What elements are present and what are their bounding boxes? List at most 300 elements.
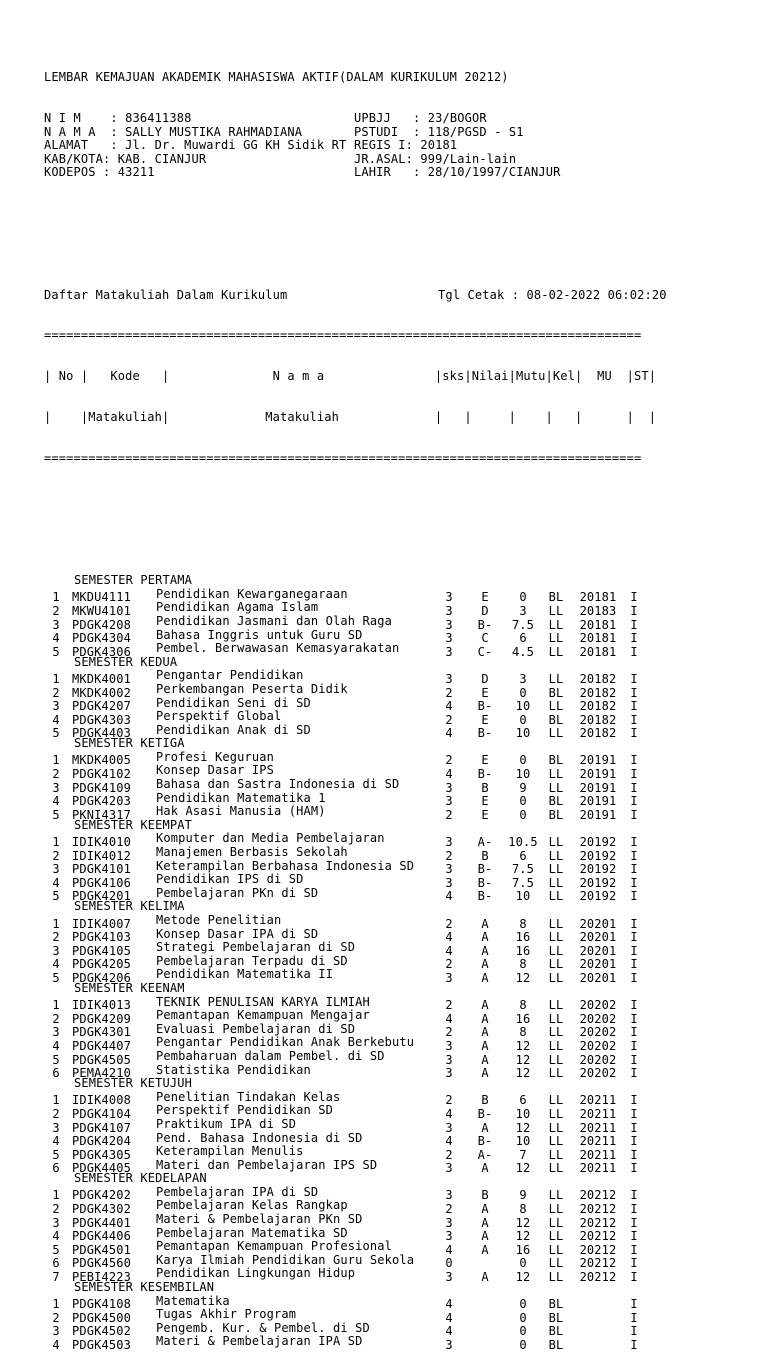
course-kel: LL (548, 1038, 564, 1053)
course-mu: 20212 (579, 1256, 617, 1271)
table-row (44, 614, 667, 632)
course-no: 3 (52, 699, 60, 714)
course-code: PDGK4304 (72, 631, 131, 646)
course-mu: 20192 (579, 862, 617, 877)
course-grade: A (481, 970, 489, 985)
course-name: Pembaharuan dalam Pembel. di SD (156, 1049, 385, 1063)
course-no: 5 (52, 807, 60, 822)
semester-title: SEMESTER KEDELAPAN (74, 1171, 207, 1186)
course-status: I (630, 1297, 638, 1312)
course-code: IDIK4010 (72, 835, 131, 850)
course-no: 2 (52, 603, 60, 618)
info-right: LAHIR : 28/10/1997/CIANJUR (354, 165, 561, 180)
course-name: Matematika (156, 1294, 230, 1308)
course-mutu: 10 (515, 699, 531, 714)
course-status: I (630, 1093, 638, 1108)
course-sks: 4 (445, 943, 453, 958)
course-mutu: 16 (515, 943, 531, 958)
table-row (44, 873, 667, 890)
course-mutu: 0 (519, 807, 527, 822)
course-grade: A (481, 930, 489, 945)
course-status: I (630, 1188, 638, 1203)
course-name: Pembelajaran IPA di SD (156, 1185, 319, 1199)
course-name: Evaluasi Pembelajaran di SD (156, 1022, 356, 1036)
course-name: Pengantar Pendidikan (156, 669, 304, 683)
table-row (44, 968, 667, 985)
table-row (44, 1117, 667, 1135)
table-row (44, 1294, 667, 1312)
course-mutu: 9 (519, 780, 527, 795)
course-no: 3 (52, 1324, 60, 1339)
course-name: Konsep Dasar IPS (156, 764, 274, 778)
table-row (44, 1009, 667, 1026)
course-no: 4 (52, 875, 60, 890)
course-sks: 3 (445, 875, 453, 890)
info-right: REGIS I: 20181 (354, 138, 458, 153)
course-grade: B (481, 848, 489, 863)
course-status: I (630, 848, 638, 863)
course-mu: 20191 (579, 807, 617, 822)
course-mu: 20201 (579, 916, 617, 931)
course-code: PDGK4503 (72, 1338, 131, 1352)
course-code: PDGK4302 (72, 1202, 131, 1217)
course-sks: 3 (445, 1161, 453, 1176)
course-name: Pendidikan Agama Islam (156, 601, 319, 615)
course-mutu: 7.5 (511, 862, 535, 877)
course-status: I (630, 835, 638, 850)
semester-title: SEMESTER KETIGA (74, 736, 185, 751)
course-sks: 2 (445, 1147, 453, 1162)
semester-title: SEMESTER KETUJUH (74, 1076, 192, 1091)
course-status: I (630, 1338, 638, 1352)
course-no: 4 (52, 1338, 60, 1352)
document-title: LEMBAR KEMAJUAN AKADEMIK MAHASISWA AKTIF(DALAM KURIKULUM 20212) (44, 70, 509, 85)
course-name: Pengantar Pendidikan Anak Berkebutu (156, 1036, 415, 1050)
course-grade: A (481, 1161, 489, 1176)
course-sks: 2 (445, 916, 453, 931)
info-row (44, 166, 667, 180)
course-code: PDGK4502 (72, 1324, 131, 1339)
course-grade: E (481, 712, 489, 727)
course-status: I (630, 1161, 638, 1176)
course-grade: E (481, 685, 489, 700)
course-grade: B (481, 1093, 489, 1108)
course-no: 4 (52, 712, 60, 727)
course-status: I (630, 794, 638, 809)
print-date: Tgl Cetak : 08-02-2022 06:02:20 (438, 287, 667, 302)
course-mutu: 8 (519, 998, 527, 1013)
course-grade: B- (477, 1134, 493, 1149)
course-mu: 20191 (579, 767, 617, 782)
course-kel: LL (548, 1106, 564, 1121)
course-sks: 3 (445, 1229, 453, 1244)
table-row (44, 941, 667, 958)
course-mutu: 6 (519, 631, 527, 646)
table-row (44, 1063, 667, 1081)
course-no: 3 (52, 780, 60, 795)
course-name: Pendidikan Jasmani dan Olah Raga (156, 614, 392, 628)
course-name: Perspektif Pendidikan SD (156, 1104, 333, 1118)
course-status: I (630, 726, 638, 741)
course-kel: LL (548, 889, 564, 904)
course-status: I (630, 1242, 638, 1257)
course-code: PDGK4101 (72, 862, 131, 877)
table-row (44, 1185, 667, 1203)
course-no: 1 (52, 916, 60, 931)
course-grade: A (481, 916, 489, 931)
course-kel: LL (548, 862, 564, 877)
course-no: 3 (52, 1215, 60, 1230)
course-no: 2 (52, 1202, 60, 1217)
course-sks: 3 (445, 1120, 453, 1135)
course-name: Statistika Pendidikan (156, 1063, 311, 1077)
course-mu: 20212 (579, 1270, 617, 1285)
course-no: 1 (52, 1297, 60, 1312)
course-name: Materi & Pembelajaran IPA SD (156, 1335, 363, 1349)
course-name: Konsep Dasar IPA di SD (156, 927, 319, 941)
course-code: PDGK4560 (72, 1256, 131, 1271)
course-grade: B- (477, 699, 493, 714)
course-code: PDGK4407 (72, 1038, 131, 1053)
course-grade: B- (477, 875, 493, 890)
course-no: 4 (52, 1134, 60, 1149)
course-code: PDGK4208 (72, 617, 131, 632)
course-status: I (630, 1229, 638, 1244)
course-grade: A (481, 1025, 489, 1040)
table-row (44, 1240, 667, 1257)
table-row (44, 764, 667, 782)
course-sks: 4 (445, 1297, 453, 1312)
course-mu: 20211 (579, 1106, 617, 1121)
course-no: 6 (52, 1161, 60, 1176)
course-grade: D (481, 603, 489, 618)
course-mu: 20191 (579, 753, 617, 768)
course-mutu: 0 (519, 1256, 527, 1271)
course-name: Perspektif Global (156, 710, 282, 724)
course-grade: A- (477, 835, 493, 850)
course-sks: 2 (445, 848, 453, 863)
course-no: 1 (52, 590, 60, 605)
course-mutu: 0 (519, 794, 527, 809)
course-mutu: 7.5 (511, 875, 535, 890)
course-code: MKWU4101 (72, 603, 131, 618)
course-kel: LL (548, 1011, 564, 1026)
course-sks: 2 (445, 998, 453, 1013)
course-code: PDGK4501 (72, 1242, 131, 1257)
semester-title: SEMESTER PERTAMA (74, 573, 192, 588)
course-mu: 20181 (579, 590, 617, 605)
course-mutu: 12 (515, 1120, 531, 1135)
course-name: Pembelajaran Matematika SD (156, 1226, 348, 1240)
course-grade: B- (477, 617, 493, 632)
course-grade: B- (477, 889, 493, 904)
info-right: JR.ASAL: 999/Lain-lain (354, 151, 517, 166)
course-kel: LL (548, 1202, 564, 1217)
course-mutu: 3 (519, 603, 527, 618)
course-mutu: 12 (515, 1215, 531, 1230)
course-kel: LL (548, 1188, 564, 1203)
course-no: 3 (52, 617, 60, 632)
course-mutu: 0 (519, 1310, 527, 1325)
course-sks: 4 (445, 1011, 453, 1026)
course-name: Penelitian Tindakan Kelas (156, 1090, 341, 1104)
course-no: 4 (52, 631, 60, 646)
course-no: 1 (52, 671, 60, 686)
course-sks: 3 (445, 970, 453, 985)
course-mutu: 9 (519, 1188, 527, 1203)
course-name: Pembelajaran PKn di SD (156, 886, 319, 900)
course-kel: LL (548, 699, 564, 714)
course-code: PDGK4204 (72, 1134, 131, 1149)
course-name: Hak Asasi Manusia (HAM) (156, 805, 326, 819)
course-mutu: 10 (515, 1106, 531, 1121)
course-name: Komputer dan Media Pembelajaran (156, 832, 385, 846)
course-no: 1 (52, 835, 60, 850)
course-mutu: 7 (519, 1147, 527, 1162)
info-right: UPBJJ : 23/BOGOR (354, 110, 487, 125)
course-no: 2 (52, 767, 60, 782)
info-left: ALAMAT : Jl. Dr. Muwardi GG KH Sidik RT (44, 138, 347, 153)
course-mutu: 12 (515, 1066, 531, 1081)
course-kel: LL (548, 1229, 564, 1244)
course-grade: E (481, 590, 489, 605)
course-mu: 20202 (579, 1011, 617, 1026)
course-kel: LL (548, 617, 564, 632)
table-row (44, 669, 667, 686)
course-grade: A (481, 1052, 489, 1067)
table-row (44, 682, 667, 700)
course-mutu: 0 (519, 1324, 527, 1339)
student-info-block (44, 112, 667, 180)
course-code: PDGK4107 (72, 1120, 131, 1135)
course-status: I (630, 943, 638, 958)
course-name: Pengemb. Kur. & Pembel. di SD (156, 1321, 370, 1335)
table-row (44, 886, 667, 904)
course-kel: LL (548, 1066, 564, 1081)
course-status: I (630, 875, 638, 890)
course-status: I (630, 1270, 638, 1285)
course-kel: LL (548, 1134, 564, 1149)
course-no: 2 (52, 1011, 60, 1026)
course-mu: 20212 (579, 1202, 617, 1217)
course-sks: 3 (445, 794, 453, 809)
course-status: I (630, 1202, 638, 1217)
course-kel: LL (548, 603, 564, 618)
course-kel: LL (548, 671, 564, 686)
course-mu: 20211 (579, 1120, 617, 1135)
course-mu: 20211 (579, 1134, 617, 1149)
course-mutu: 0 (519, 1338, 527, 1352)
course-sks: 2 (445, 712, 453, 727)
course-name: Pendidikan IPS di SD (156, 873, 304, 887)
course-mutu: 0 (519, 753, 527, 768)
course-code: PDGK4202 (72, 1188, 131, 1203)
course-grade: B- (477, 767, 493, 782)
course-mutu: 12 (515, 1270, 531, 1285)
course-kel: LL (548, 767, 564, 782)
course-no: 6 (52, 1066, 60, 1081)
course-status: I (630, 1256, 638, 1271)
course-status: I (630, 1066, 638, 1081)
course-sks: 2 (445, 1025, 453, 1040)
course-mutu: 8 (519, 1202, 527, 1217)
course-mutu: 7.5 (511, 617, 535, 632)
course-sks: 3 (445, 644, 453, 659)
course-status: I (630, 753, 638, 768)
course-status: I (630, 862, 638, 877)
course-grade: A (481, 1066, 489, 1081)
course-sks: 3 (445, 631, 453, 646)
table-row (44, 696, 667, 714)
course-no: 5 (52, 726, 60, 741)
course-no: 3 (52, 862, 60, 877)
table-header-line-1: | No | Kode | N a m a |sks|Nilai|Mutu|Kel| MU |ST| (44, 369, 657, 384)
course-sks: 4 (445, 767, 453, 782)
course-sks: 3 (445, 590, 453, 605)
course-status: I (630, 1310, 638, 1325)
table-row (44, 1253, 667, 1271)
course-no: 6 (52, 1256, 60, 1271)
course-kel: BL (548, 1297, 564, 1312)
course-sks: 4 (445, 889, 453, 904)
course-name: Tugas Akhir Program (156, 1308, 297, 1322)
course-name: Perkembangan Peserta Didik (156, 682, 348, 696)
course-grade: E (481, 794, 489, 809)
course-kel: LL (548, 1093, 564, 1108)
course-mu: 20201 (579, 930, 617, 945)
course-name: Metode Penelitian (156, 914, 282, 927)
course-no: 3 (52, 1120, 60, 1135)
course-mu: 20181 (579, 644, 617, 659)
course-code: PDGK4109 (72, 780, 131, 795)
table-row (44, 832, 667, 850)
course-status: I (630, 1324, 638, 1339)
course-code: MKDU4111 (72, 590, 131, 605)
table-row (44, 914, 667, 931)
course-no: 5 (52, 889, 60, 904)
table-row (44, 1335, 667, 1352)
info-row (44, 139, 667, 153)
table-row (44, 1213, 667, 1230)
course-mu: 20202 (579, 1025, 617, 1040)
course-status: I (630, 644, 638, 659)
table-row (44, 1321, 667, 1339)
course-kel: LL (548, 1215, 564, 1230)
table-row (44, 1145, 667, 1162)
course-mutu: 16 (515, 1242, 531, 1257)
course-kel: BL (548, 1310, 564, 1325)
course-no: 1 (52, 998, 60, 1013)
course-status: I (630, 699, 638, 714)
course-kel: BL (548, 794, 564, 809)
course-name: Manajemen Berbasis Sekolah (156, 846, 348, 860)
course-no: 2 (52, 930, 60, 945)
table-row (44, 1022, 667, 1040)
course-mu: 20201 (579, 970, 617, 985)
course-sks: 4 (445, 1134, 453, 1149)
course-sks: 2 (445, 1202, 453, 1217)
course-sks: 2 (445, 685, 453, 700)
course-no: 4 (52, 1229, 60, 1244)
course-kel: BL (548, 685, 564, 700)
course-mutu: 8 (519, 1025, 527, 1040)
course-grade: E (481, 753, 489, 768)
table-row (44, 1104, 667, 1121)
course-name: Pembel. Berwawasan Kemasyarakatan (156, 642, 400, 656)
info-row (44, 153, 667, 167)
course-mutu: 0 (519, 590, 527, 605)
course-name: Pend. Bahasa Indonesia di SD (156, 1131, 363, 1145)
course-mutu: 12 (515, 1038, 531, 1053)
course-no: 1 (52, 753, 60, 768)
course-no: 3 (52, 1025, 60, 1040)
semester-title: SEMESTER KEDUA (74, 654, 178, 669)
course-mu: 20192 (579, 889, 617, 904)
table-row (44, 846, 667, 863)
course-code: PDGK4206 (72, 970, 131, 985)
table-row (44, 1226, 667, 1244)
table-row (44, 927, 667, 945)
course-mu: 20202 (579, 1066, 617, 1081)
course-code: PDGK4303 (72, 712, 131, 727)
course-mutu: 10 (515, 1134, 531, 1149)
course-grade: A (481, 1120, 489, 1135)
course-mu: 20181 (579, 617, 617, 632)
course-grade: A (481, 1215, 489, 1230)
course-grade: A (481, 1011, 489, 1026)
course-sks: 3 (445, 1188, 453, 1203)
course-name: Pendidikan Seni di SD (156, 696, 311, 710)
course-sks: 4 (445, 1310, 453, 1325)
course-kel: BL (548, 753, 564, 768)
course-grade: C (481, 631, 489, 646)
list-title: Daftar Matakuliah Dalam Kurikulum (44, 287, 288, 302)
table-row (44, 859, 667, 877)
course-grade: A (481, 957, 489, 972)
course-mutu: 12 (515, 1161, 531, 1176)
course-code: MKDK4005 (72, 753, 131, 768)
course-code: PDGK4401 (72, 1215, 131, 1230)
table-row (44, 723, 667, 741)
table-row (44, 1267, 667, 1285)
course-mutu: 3 (519, 671, 527, 686)
semester-title: SEMESTER KEEMPAT (74, 817, 192, 832)
course-code: PDGK4406 (72, 1229, 131, 1244)
course-status: I (630, 767, 638, 782)
course-status: I (630, 998, 638, 1013)
course-kel: LL (548, 970, 564, 985)
course-status: I (630, 957, 638, 972)
semester-title: SEMESTER KESEMBILAN (74, 1280, 215, 1295)
course-name: Praktikum IPA di SD (156, 1117, 297, 1131)
table-row (44, 954, 667, 972)
course-name: Pembelajaran Kelas Rangkap (156, 1199, 348, 1213)
course-mu: 20192 (579, 835, 617, 850)
course-no: 5 (52, 1052, 60, 1067)
course-status: I (630, 970, 638, 985)
course-status: I (630, 1120, 638, 1135)
course-kel: LL (548, 1025, 564, 1040)
course-code: PDGK4403 (72, 726, 131, 741)
course-mu: 20182 (579, 671, 617, 686)
course-mu: 20201 (579, 957, 617, 972)
course-mutu: 6 (519, 848, 527, 863)
info-left: KAB/KOTA: KAB. CIANJUR (44, 151, 207, 166)
table-row (44, 1036, 667, 1053)
course-code: PDGK4505 (72, 1052, 131, 1067)
course-no: 4 (52, 957, 60, 972)
course-kel: LL (548, 1147, 564, 1162)
